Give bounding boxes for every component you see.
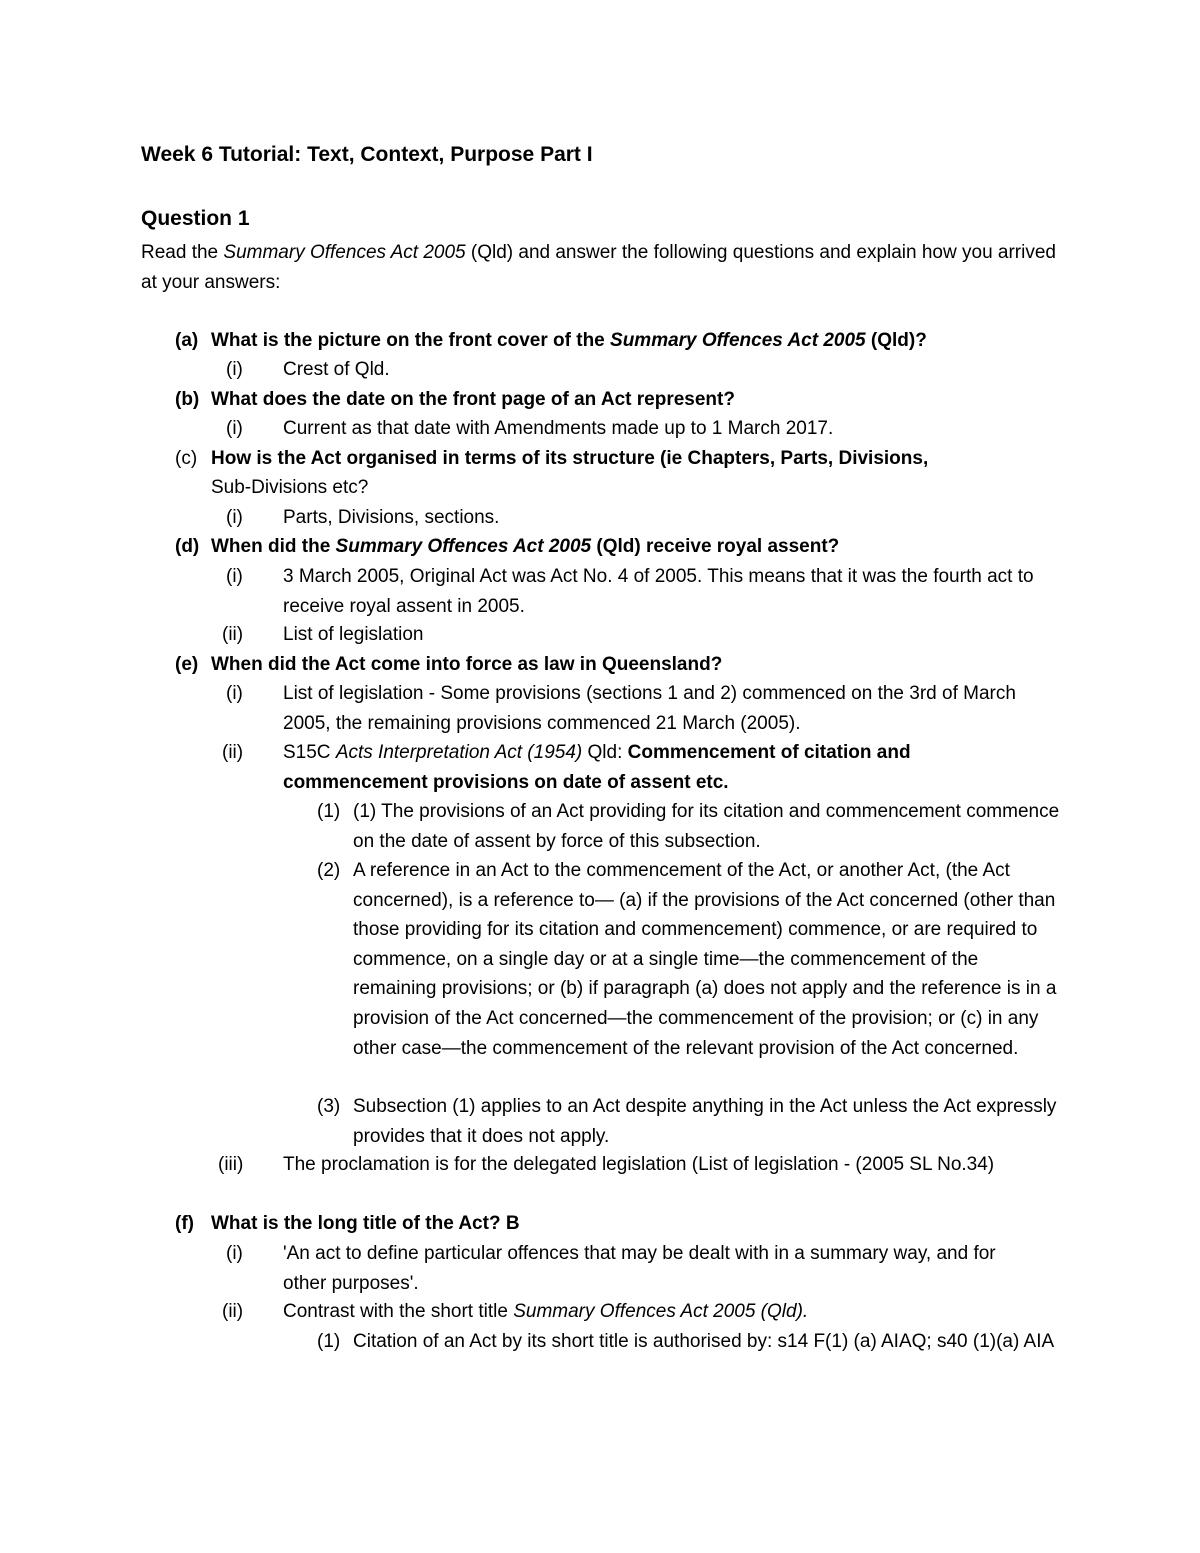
answer-e-iii: The proclamation is for the delegated legislation (List of legislation - (2005 SL No.34) bbox=[283, 1154, 995, 1175]
question-e: When did the Act come into force as law in Queensland? bbox=[211, 654, 723, 675]
answer-f-ii-label: (ii) bbox=[222, 1301, 244, 1322]
question-c: How is the Act organised in terms of its structure (ie Chapters, Parts, Divisions, bbox=[211, 448, 929, 469]
question-c-continued: Sub-Divisions etc? bbox=[211, 477, 369, 498]
answer-f-i: 'An act to define particular offences that may be dealt with in a summary way, and for other purposes'. bbox=[283, 1243, 996, 1294]
answer-d-ii-label: (ii) bbox=[222, 624, 244, 645]
question-f-label: (f) bbox=[175, 1213, 194, 1234]
answer-b-i: Current as that date with Amendments made up to 1 March 2017. bbox=[283, 418, 834, 439]
subsection-2: A reference in an Act to the commencement of the Act, or another Act, (the Act concerned), is a reference to— (a) if the provisions of the Act concerned (other than those providing for its citation and commencement) commence, or are required to commence, on a single day or at a single time—the commencement of the remaining provisions; or (b) if paragraph (a) does not apply and the reference is in a provision of the Act concerned—the commencement of the provision; or (c) in any other case—the commencement of the relevant provision of the Act concerned. bbox=[353, 860, 1057, 1059]
answer-e-ii: S15C Acts Interpretation Act (1954) Qld: Commencement of citation and commencement provisions on date of assent etc. bbox=[283, 742, 911, 793]
answer-d-i-label: (i) bbox=[226, 566, 243, 587]
subsection-1: (1) The provisions of an Act providing for its citation and commencement commence on the date of assent by force of this subsection. bbox=[353, 801, 1060, 852]
answer-d-ii: List of legislation bbox=[283, 624, 424, 645]
answer-f-i-label: (i) bbox=[226, 1243, 243, 1264]
question-b-label: (b) bbox=[175, 389, 200, 410]
answer-d-i: 3 March 2005, Original Act was Act No. 4 of 2005. This means that it was the fourth act to receive royal assent in 2005. bbox=[283, 566, 1034, 617]
subsection-3: Subsection (1) applies to an Act despite anything in the Act unless the Act expressly provides that it does not apply. bbox=[353, 1096, 1057, 1147]
intro-paragraph: Read the Summary Offences Act 2005 (Qld) and answer the following questions and explain how you arrived at your answers: bbox=[141, 242, 1056, 293]
question-a: What is the picture on the front cover of the Summary Offences Act 2005 (Qld)? bbox=[211, 330, 927, 351]
page-title: Week 6 Tutorial: Text, Context, Purpose Part I bbox=[141, 143, 593, 166]
question-a-label: (a) bbox=[175, 330, 199, 351]
question-heading: Question 1 bbox=[141, 207, 250, 230]
citation-subsection-1-label: (1) bbox=[317, 1331, 341, 1352]
answer-a-i-label: (i) bbox=[226, 359, 243, 380]
answer-c-i: Parts, Divisions, sections. bbox=[283, 507, 500, 528]
question-c-label: (c) bbox=[175, 448, 198, 469]
answer-e-i: List of legislation - Some provisions (sections 1 and 2) commenced on the 3rd of March 2005, the remaining provisions commenced 21 March (2005). bbox=[283, 683, 1016, 734]
subsection-2-label: (2) bbox=[317, 860, 341, 881]
answer-a-i: Crest of Qld. bbox=[283, 359, 390, 380]
answer-f-ii: Contrast with the short title Summary Offences Act 2005 (Qld). bbox=[283, 1301, 809, 1322]
question-f: What is the long title of the Act? B bbox=[211, 1213, 520, 1234]
question-b: What does the date on the front page of an Act represent? bbox=[211, 389, 735, 410]
subsection-3-label: (3) bbox=[317, 1096, 341, 1117]
question-d: When did the Summary Offences Act 2005 (Qld) receive royal assent? bbox=[211, 536, 840, 557]
answer-c-i-label: (i) bbox=[226, 507, 243, 528]
answer-b-i-label: (i) bbox=[226, 418, 243, 439]
question-d-label: (d) bbox=[175, 536, 200, 557]
answer-e-iii-label: (iii) bbox=[218, 1154, 244, 1175]
question-e-label: (e) bbox=[175, 654, 199, 675]
answer-e-i-label: (i) bbox=[226, 683, 243, 704]
answer-e-ii-label: (ii) bbox=[222, 742, 244, 763]
subsection-1-label: (1) bbox=[317, 801, 341, 822]
citation-subsection-1: Citation of an Act by its short title is authorised by: s14 F(1) (a) AIAQ; s40 (1)(a) AIA bbox=[353, 1331, 1055, 1352]
